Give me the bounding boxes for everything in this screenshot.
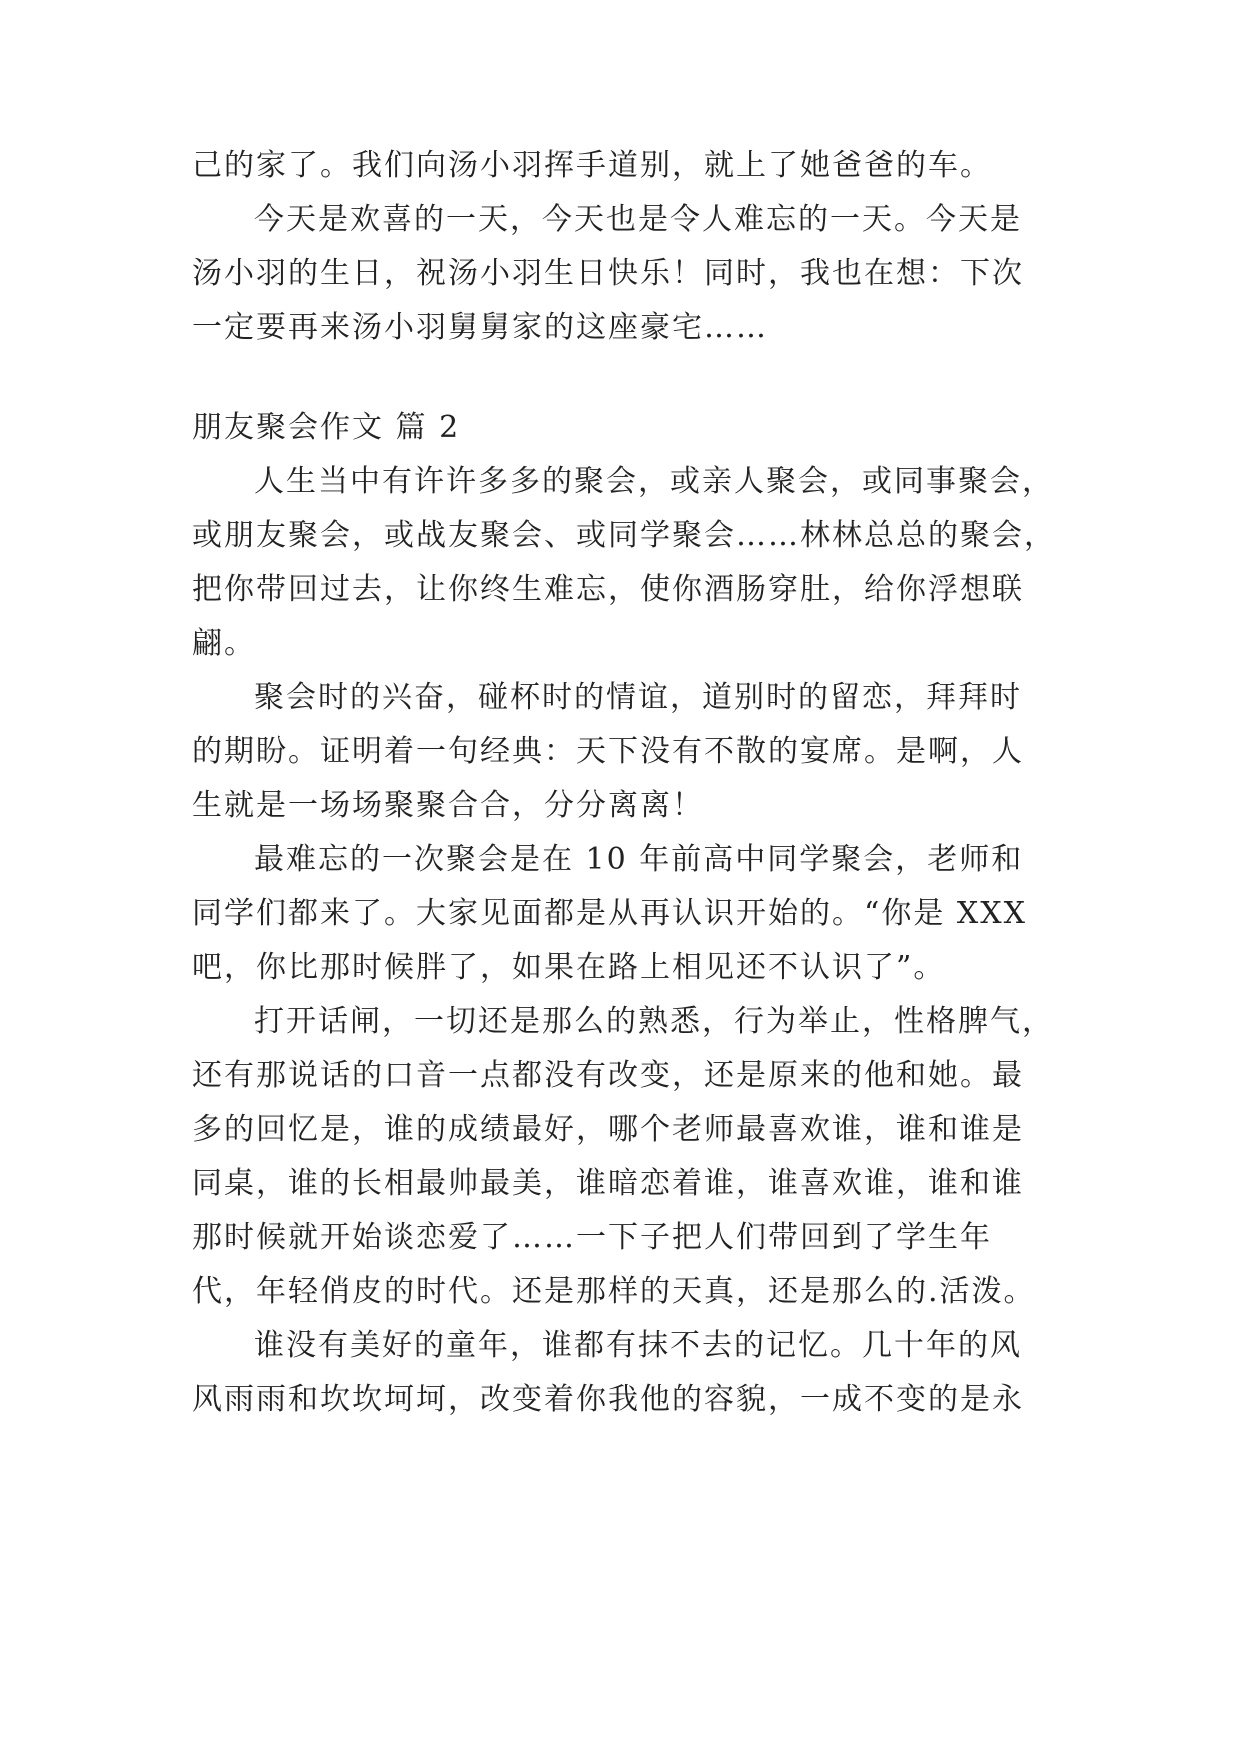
- text-line: 还有那说话的口音一点都没有改变，还是原来的他和她。最: [192, 1058, 1024, 1093]
- text-line: 代，年轻俏皮的时代。还是那样的天真，还是那么的.活泼。: [192, 1274, 1036, 1309]
- text-line: 或朋友聚会，或战友聚会、或同学聚会……林林总总的聚会，: [192, 518, 1056, 553]
- text-line: 汤小羽的生日，祝汤小羽生日快乐！同时，我也在想：下次: [192, 256, 1024, 291]
- text-line: 一定要再来汤小羽舅舅家的这座豪宅……: [192, 310, 768, 345]
- text-line: 的期盼。证明着一句经典：天下没有不散的宴席。是啊，人: [192, 734, 1024, 769]
- text-line: 聚会时的兴奋，碰杯时的情谊，道别时的留恋，拜拜时: [254, 680, 1022, 715]
- text-line: 打开话闸，一切还是那么的熟悉，行为举止，性格脾气，: [254, 1004, 1054, 1039]
- text-line: 同桌，谁的长相最帅最美，谁暗恋着谁，谁喜欢谁，谁和谁: [192, 1166, 1024, 1201]
- text-line: 翩。: [192, 626, 256, 661]
- section-heading: 朋友聚会作文 篇 2: [192, 410, 461, 445]
- text-line: 吧，你比那时候胖了，如果在路上相见还不认识了”。: [192, 950, 946, 985]
- text-line: 人生当中有许许多多的聚会，或亲人聚会，或同事聚会，: [254, 464, 1054, 499]
- text-line: 同学们都来了。大家见面都是从再认识开始的。“你是 XXX: [192, 896, 1027, 931]
- text-line: 今天是欢喜的一天，今天也是令人难忘的一天。今天是: [254, 202, 1022, 237]
- text-line: 最难忘的一次聚会是在 10 年前高中同学聚会，老师和: [254, 842, 1024, 877]
- text-line: 谁没有美好的童年，谁都有抹不去的记忆。几十年的风: [254, 1328, 1022, 1363]
- text-line: 生就是一场场聚聚合合，分分离离！: [192, 788, 704, 823]
- text-line: 风雨雨和坎坎坷坷，改变着你我他的容貌，一成不变的是永: [192, 1382, 1024, 1417]
- text-line: 己的家了。我们向汤小羽挥手道别，就上了她爸爸的车。: [192, 148, 992, 183]
- text-line: 多的回忆是，谁的成绩最好，哪个老师最喜欢谁，谁和谁是: [192, 1112, 1024, 1147]
- text-line: 那时候就开始谈恋爱了……一下子把人们带回到了学生年: [192, 1220, 992, 1255]
- text-line: 把你带回过去，让你终生难忘，使你酒肠穿肚，给你浮想联: [192, 572, 1024, 607]
